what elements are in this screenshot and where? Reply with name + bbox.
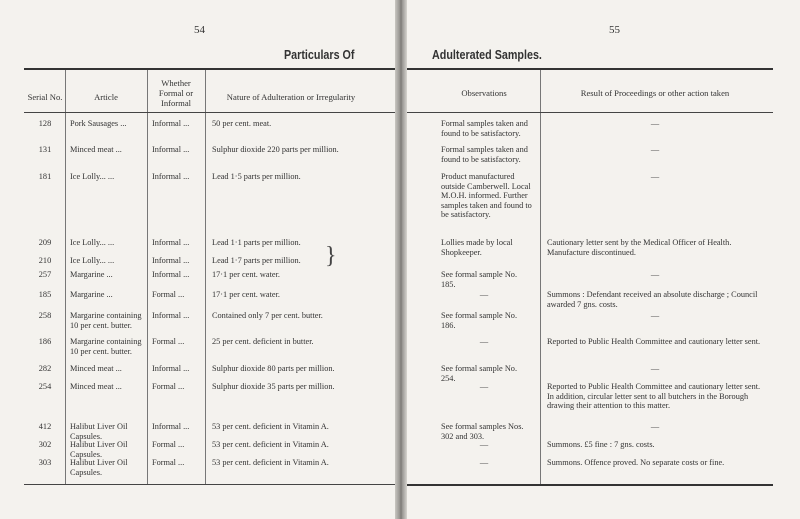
cell-type: Formal ...: [152, 290, 185, 299]
cell-serial: 181: [38, 172, 52, 181]
cell-nature: 50 per cent. meat.: [212, 119, 272, 128]
cell-serial: 186: [38, 337, 52, 346]
cell-nature: Sulphur dioxide 220 parts per million.: [212, 145, 339, 154]
cell-result: Summons. Offence proved. No separate costs or fine.: [547, 458, 725, 467]
cell-serial: 302: [38, 440, 52, 449]
cell-serial: 303: [38, 458, 52, 467]
cell-result: Summons. £5 fine : 7 gns. costs.: [547, 440, 655, 449]
cell-result: —: [650, 422, 660, 431]
cell-type: Informal ...: [152, 145, 190, 154]
cell-serial: 210: [38, 256, 52, 265]
cell-serial: 209: [38, 238, 52, 247]
header-bottom-rule: [401, 112, 773, 113]
cell-nature: Sulphur dioxide 35 parts per million.: [212, 382, 335, 391]
left-page-heading: Particulars Of: [284, 48, 355, 62]
cell-serial: 185: [38, 290, 52, 299]
cell-serial: 131: [38, 145, 52, 154]
col-header-nature: Nature of Adulteration or Irregularity: [226, 92, 356, 102]
cell-observations: Product manufactured outside Camberwell. Local M.O.H. informed. Further samples taken and found to be satisfactory.: [441, 172, 532, 219]
cell-type: Formal ...: [152, 337, 185, 346]
cell-nature: Lead 1·1 parts per million.: [212, 238, 301, 247]
cell-serial: 257: [38, 270, 52, 279]
cell-observations: See formal sample No. 254.: [441, 364, 518, 383]
cell-type: Informal ...: [152, 172, 190, 181]
cell-nature: 25 per cent. deficient in butter.: [212, 337, 314, 346]
page-number-left: 54: [194, 24, 205, 36]
cell-type: Informal ...: [152, 311, 190, 320]
cell-article: Minced meat ...: [70, 382, 122, 391]
right-page: [401, 0, 800, 519]
cell-observations: —: [479, 382, 489, 391]
cell-result: Reported to Public Health Committee and cautionary letter sent. In addition, circular letter sent to all butchers in the Borough drawing their attention to this matter.: [547, 382, 761, 410]
col-header-serial: Serial No.: [27, 92, 63, 102]
cell-result: —: [650, 311, 660, 320]
col-header-result: Result of Proceedings or other action taken: [580, 88, 730, 98]
cell-serial: 282: [38, 364, 52, 373]
cell-observations: Lollies made by local Shopkeeper.: [441, 238, 513, 257]
cell-nature: 53 per cent. deficient in Vitamin A.: [212, 458, 329, 467]
cell-observations: —: [479, 290, 489, 299]
cell-result: —: [650, 270, 660, 279]
cell-article: Ice Lolly... ...: [70, 256, 115, 265]
right-page-heading: Adulterated Samples.: [432, 48, 542, 62]
header-top-rule: [401, 68, 773, 70]
col-divider: [147, 70, 148, 484]
col-divider: [205, 70, 206, 484]
cell-article: Ice Lolly... ...: [70, 172, 115, 181]
cell-nature: 53 per cent. deficient in Vitamin A.: [212, 440, 329, 449]
cell-result: —: [650, 172, 660, 181]
cell-nature: Lead 1·7 parts per million.: [212, 256, 301, 265]
col-header-article: Article: [94, 92, 118, 102]
cell-type: Formal ...: [152, 458, 185, 467]
cell-article: Halibut Liver Oil Capsules.: [70, 440, 128, 459]
cell-observations: See formal sample No. 185.: [441, 270, 518, 289]
cell-article: Halibut Liver Oil Capsules.: [70, 458, 128, 477]
header-top-rule: [24, 68, 399, 70]
cell-nature: 17·1 per cent. water.: [212, 290, 280, 299]
cell-observations: —: [479, 337, 489, 346]
cell-type: Formal ...: [152, 382, 185, 391]
cell-serial: 254: [38, 382, 52, 391]
cell-article: Margarine ...: [70, 290, 113, 299]
col-divider: [65, 70, 66, 484]
page-number-right: 55: [609, 24, 620, 36]
cell-type: Informal ...: [152, 119, 190, 128]
cell-serial: 128: [38, 119, 52, 128]
cell-result: Reported to Public Health Committee and cautionary letter sent.: [547, 337, 761, 346]
cell-result: —: [650, 119, 660, 128]
header-bottom-rule: [24, 112, 399, 113]
cell-observations: Formal samples taken and found to be satisfactory.: [441, 145, 528, 164]
cell-result: Cautionary letter sent by the Medical Officer of Health. Manufacture discontinued.: [547, 238, 732, 257]
cell-type: Informal ...: [152, 422, 190, 431]
cell-type: Informal ...: [152, 364, 190, 373]
cell-nature: 17·1 per cent. water.: [212, 270, 280, 279]
cell-article: Margarine ...: [70, 270, 113, 279]
table-bottom-rule: [401, 484, 773, 486]
cell-nature: Sulphur dioxide 80 parts per million.: [212, 364, 335, 373]
cell-type: Formal ...: [152, 440, 185, 449]
cell-article: Halibut Liver Oil Capsules.: [70, 422, 128, 441]
cell-serial: 258: [38, 311, 52, 320]
cell-observations: See formal samples Nos. 302 and 303.: [441, 422, 524, 441]
cell-observations: Formal samples taken and found to be satisfactory.: [441, 119, 528, 138]
cell-type: Informal ...: [152, 256, 190, 265]
cell-observations: See formal sample No. 186.: [441, 311, 518, 330]
col-header-formal: Whether Formal or Informal: [158, 78, 194, 108]
cell-result: —: [650, 145, 660, 154]
cell-article: Minced meat ...: [70, 364, 122, 373]
cell-article: Minced meat ...: [70, 145, 122, 154]
cell-article: Margarine containing 10 per cent. butter.: [70, 311, 142, 330]
cell-nature: Contained only 7 per cent. butter.: [212, 311, 323, 320]
brace-mark: }: [325, 243, 337, 269]
table-bottom-rule: [24, 484, 399, 485]
cell-result: —: [650, 364, 660, 373]
cell-article: Ice Lolly... ...: [70, 238, 115, 247]
cell-observations: —: [479, 458, 489, 467]
left-page: [0, 0, 399, 519]
cell-article: Margarine containing 10 per cent. butter.: [70, 337, 142, 356]
cell-type: Informal ...: [152, 238, 190, 247]
cell-result: Summons : Defendant received an absolute discharge ; Council awarded 7 gns. costs.: [547, 290, 758, 309]
book-gutter: [395, 0, 407, 519]
cell-nature: Lead 1·5 parts per million.: [212, 172, 301, 181]
cell-nature: 53 per cent. deficient in Vitamin A.: [212, 422, 329, 431]
col-header-observations: Observations: [461, 88, 507, 98]
cell-type: Informal ...: [152, 270, 190, 279]
cell-article: Pork Sausages ...: [70, 119, 127, 128]
cell-serial: 412: [38, 422, 52, 431]
cell-observations: —: [479, 440, 489, 449]
